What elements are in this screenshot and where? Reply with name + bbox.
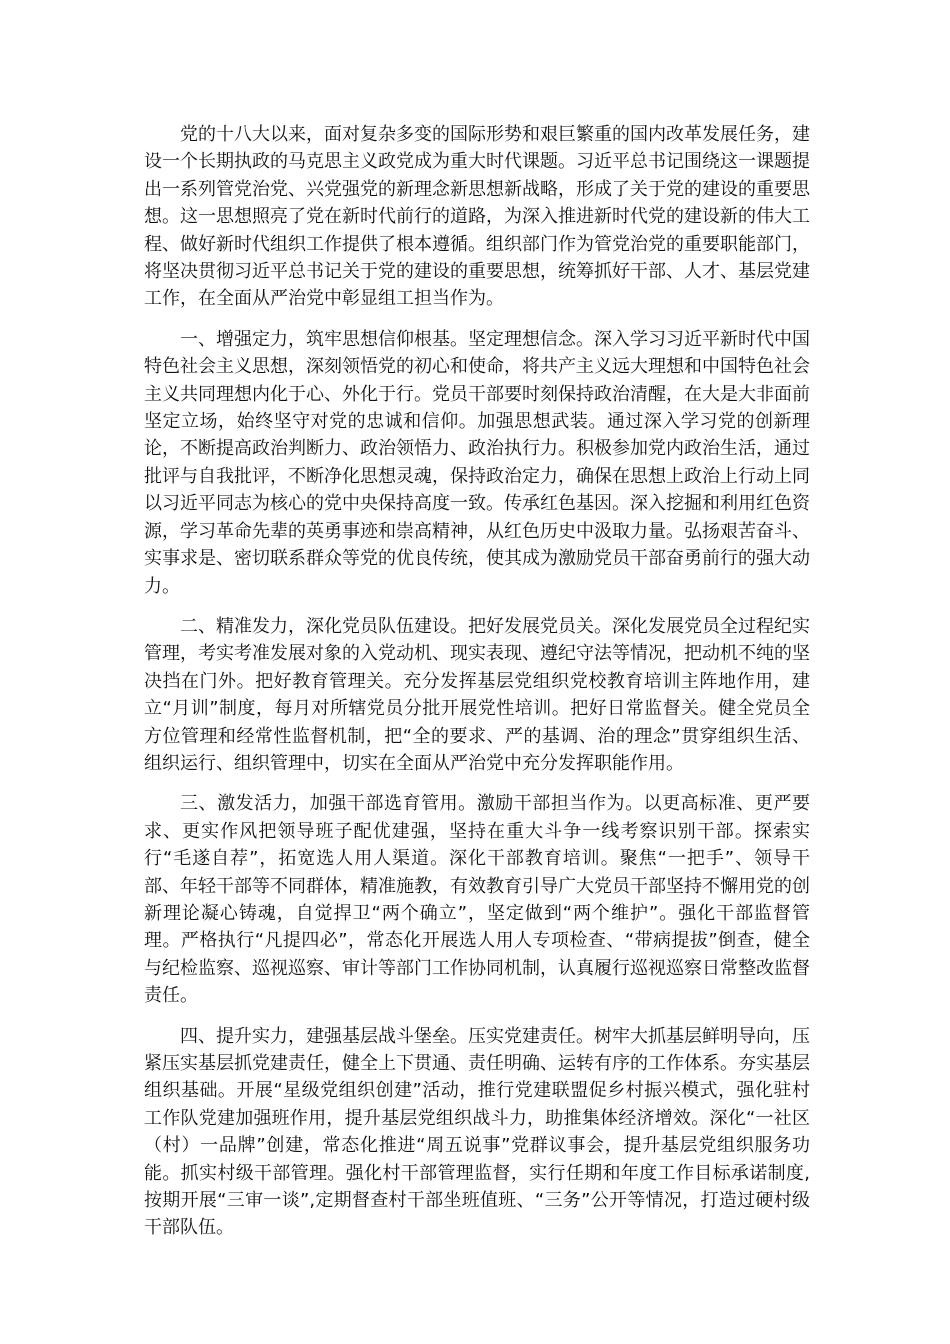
section-2-paragraph: 二、精准发力，深化党员队伍建设。把好发展党员关。深化发展党员全过程纪实管理，考实考准发展对象的入党动机、现实表现、遵纪守法等情况，把动机不纯的坚决挡在门外。把好教育管理关。充分发挥基层党组织党校教育培训主阵地作用，建立“月训”制度，每月对所辖党员分批开展党性培训。把好日常监督关。健全党员全方位管理和经常性监督机制，把“全的要求、严的基调、治的理念”贯穿组织生活、组织运行、组织管理中，切实在全面从严治党中充分发挥职能作用。 bbox=[144, 615, 810, 774]
document-body bbox=[144, 121, 810, 1255]
section-4-paragraph: 四、提升实力，建强基层战斗堡垒。压实党建责任。树牢大抓基层鲜明导向，压紧压实基层抓党建责任，健全上下贯通、责任明确、运转有序的工作体系。夯实基层组织基础。开展“星级党组织创建”活动，推行党建联盟促乡村振兴模式，强化驻村工作队党建加强班作用，提升基层党组织战斗力，助推集体经济增效。深化“一社区（村）一品牌”创建，常态化推进“周五说事”党群议事会，提升基层党组织服务功能。抓实村级干部管理。强化村干部管理监督，实行任期和年度工作目标承诺制度,按期开展“三审一谈”,定期督查村干部坐班值班、“三务”公开等情况，打造过硬村级干部队伍。 bbox=[144, 1025, 810, 1239]
intro-paragraph: 党的十八大以来，面对复杂多变的国际形势和艰巨繁重的国内改革发展任务，建设一个长期执政的马克思主义政党成为重大时代课题。习近平总书记围绕这一课题提出一系列管党治党、兴党强党的新理念新思想新战略，形成了关于党的建设的重要思想。这一思想照亮了党在新时代前行的道路，为深入推进新时代党的建设新的伟大工程、做好新时代组织工作提供了根本遵循。组织部门作为管党治党的重要职能部门，将坚决贯彻习近平总书记关于党的建设的重要思想，统筹抓好干部、人才、基层党建工作，在全面从严治党中彰显组工担当作为。 bbox=[144, 124, 810, 310]
section-1-paragraph: 一、增强定力，筑牢思想信仰根基。坚定理想信念。深入学习习近平新时代中国特色社会主义思想，深刻领悟党的初心和使命，将共产主义远大理想和中国特色社会主义共同理想内化于心、外化于行。党员干部要时刻保持政治清醒，在大是大非面前坚定立场，始终坚守对党的忠诚和信仰。加强思想武装。通过深入学习党的创新理论，不断提高政治判断力、政治领悟力、政治执行力。积极参加党内政治生活，通过批评与自我批评，不断净化思想灵魂，保持政治定力，确保在思想上政治上行动上同以习近平同志为核心的党中央保持高度一致。传承红色基因。深入挖掘和利用红色资源，学习革命先辈的英勇事迹和崇高精神，从红色历史中汲取力量。弘扬艰苦奋斗、实事求是、密切联系群众等党的优良传统，使其成为激励党员干部奋勇前行的强大动力。 bbox=[144, 328, 810, 597]
section-3-paragraph: 三、激发活力，加强干部选育管用。激励干部担当作为。以更高标准、更严要求、更实作风把领导班子配优建强，坚持在重大斗争一线考察识别干部。探索实行“毛遂自荐”，拓宽选人用人渠道。深化干部教育培训。聚焦“一把手”、领导干部、年轻干部等不同群体，精准施教，有效教育引导广大党员干部坚持不懈用党的创新理论凝心铸魂，自觉捍卫“两个确立”，坚定做到“两个维护”。强化干部监督管理。严格执行“凡提四必”，常态化开展选人用人专项检查、“带病提拔”倒查，健全与纪检监察、巡视巡察、审计等部门工作协同机制，认真履行巡视巡察日常整改监督责任。 bbox=[144, 793, 810, 1007]
